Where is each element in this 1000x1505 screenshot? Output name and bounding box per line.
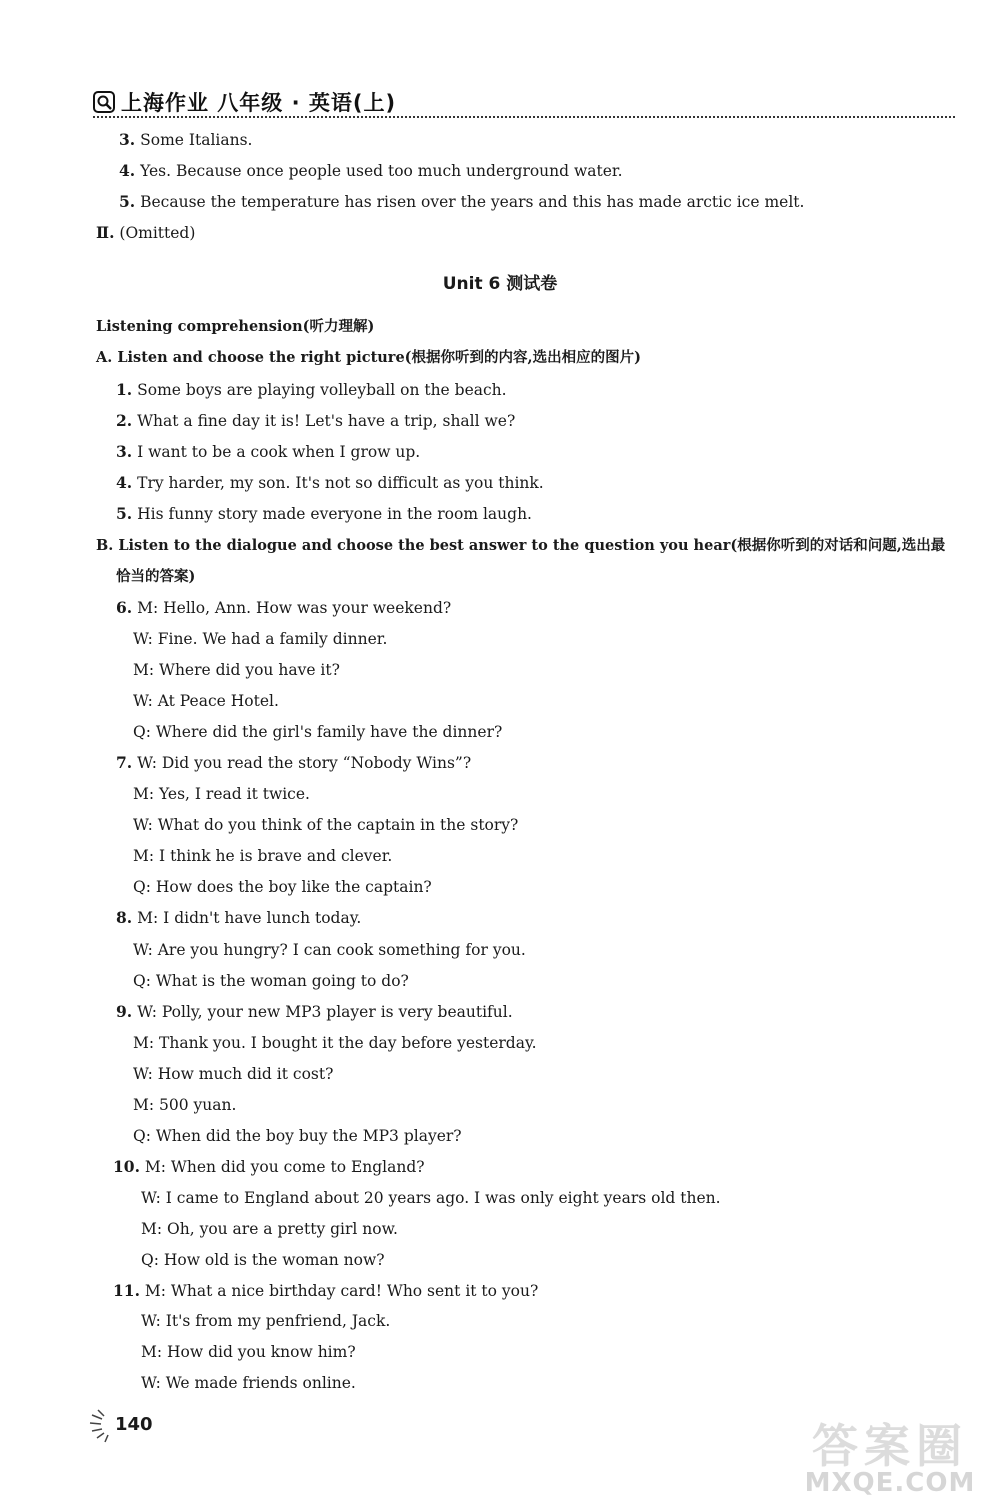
dialogue-line: 9. W: Polly, your new MP3 player is very beautiful. <box>116 1002 513 1021</box>
magnifier-logo-icon <box>93 91 115 113</box>
dialogue-line: W: We made friends online. <box>141 1374 356 1392</box>
dialogue-line: M: Yes, I read it twice. <box>133 785 310 803</box>
watermark-logo <box>790 1410 990 1500</box>
dialogue-question: Q: How does the boy like the captain? <box>133 878 432 896</box>
dialogue-line: W: How much did it cost? <box>133 1065 334 1083</box>
dialogue-line: M: Oh, you are a pretty girl now. <box>141 1220 398 1238</box>
dialogue-line: W: What do you think of the captain in the story? <box>133 816 519 834</box>
dialogue-line: W: It's from my penfriend, Jack. <box>141 1312 391 1330</box>
dialogue-line: 8. M: I didn't have lunch today. <box>116 908 362 927</box>
list-item: 1. Some boys are playing volleyball on the beach. <box>116 380 507 399</box>
part-b-heading: B. Listen to the dialogue and choose the best answer to the question you hear(根据你听到的对话和问题,选出最 <box>96 537 946 554</box>
dialogue-question: Q: When did the boy buy the MP3 player? <box>133 1127 462 1145</box>
dialogue-line: W: Are you hungry? I can cook something for you. <box>133 941 526 959</box>
answer-item: 5. Because the temperature has risen over the years and this has made arctic ice melt. <box>119 192 805 211</box>
dialogue-line: M: I think he is brave and clever. <box>133 847 393 865</box>
header-title: 上海作业 八年级 · 英语(上) <box>121 91 397 115</box>
watermark-url: MXQE.COM <box>804 1468 976 1498</box>
page-number: 140 <box>115 1414 153 1435</box>
dialogue-line: 10. M: When did you come to England? <box>113 1157 425 1176</box>
header-divider <box>93 116 955 118</box>
listening-heading: Listening comprehension(听力理解) <box>96 318 375 335</box>
list-item: 5. His funny story made everyone in the room laugh. <box>116 504 532 523</box>
watermark-text: 答案圈 <box>812 1419 968 1473</box>
list-item: 3. I want to be a cook when I grow up. <box>116 442 421 461</box>
dialogue-line: M: How did you know him? <box>141 1343 356 1361</box>
dialogue-line: M: 500 yuan. <box>133 1096 237 1114</box>
part-a-heading: A. Listen and choose the right picture(根据你听到的内容,选出相应的图片) <box>96 349 641 366</box>
dialogue-question: Q: What is the woman going to do? <box>133 972 409 990</box>
section-ii: Ⅱ. (Omitted) <box>96 223 196 242</box>
list-item: 2. What a fine day it is! Let's have a trip, shall we? <box>116 411 516 430</box>
dialogue-line: W: Fine. We had a family dinner. <box>133 630 388 648</box>
dialogue-line: 11. M: What a nice birthday card! Who sent it to you? <box>113 1281 539 1300</box>
answer-item: 4. Yes. Because once people used too much underground water. <box>119 161 623 180</box>
dialogue-line: M: Thank you. I bought it the day before yesterday. <box>133 1034 537 1052</box>
answer-item: 3. Some Italians. <box>119 130 253 149</box>
dialogue-line: 7. W: Did you read the story “Nobody Wins”? <box>116 753 472 772</box>
unit-title: Unit 6 测试卷 <box>442 274 558 294</box>
dialogue-question: Q: How old is the woman now? <box>141 1251 385 1269</box>
dialogue-line: W: I came to England about 20 years ago. I was only eight years old then. <box>141 1189 721 1207</box>
dialogue-line: M: Where did you have it? <box>133 661 340 679</box>
dialogue-question: Q: Where did the girl's family have the dinner? <box>133 723 503 741</box>
dialogue-line: 6. M: Hello, Ann. How was your weekend? <box>116 598 452 617</box>
part-b-heading-cont: 恰当的答案) <box>116 568 196 585</box>
header <box>93 86 396 118</box>
dialogue-line: W: At Peace Hotel. <box>133 692 279 710</box>
list-item: 4. Try harder, my son. It's not so difficult as you think. <box>116 473 544 492</box>
